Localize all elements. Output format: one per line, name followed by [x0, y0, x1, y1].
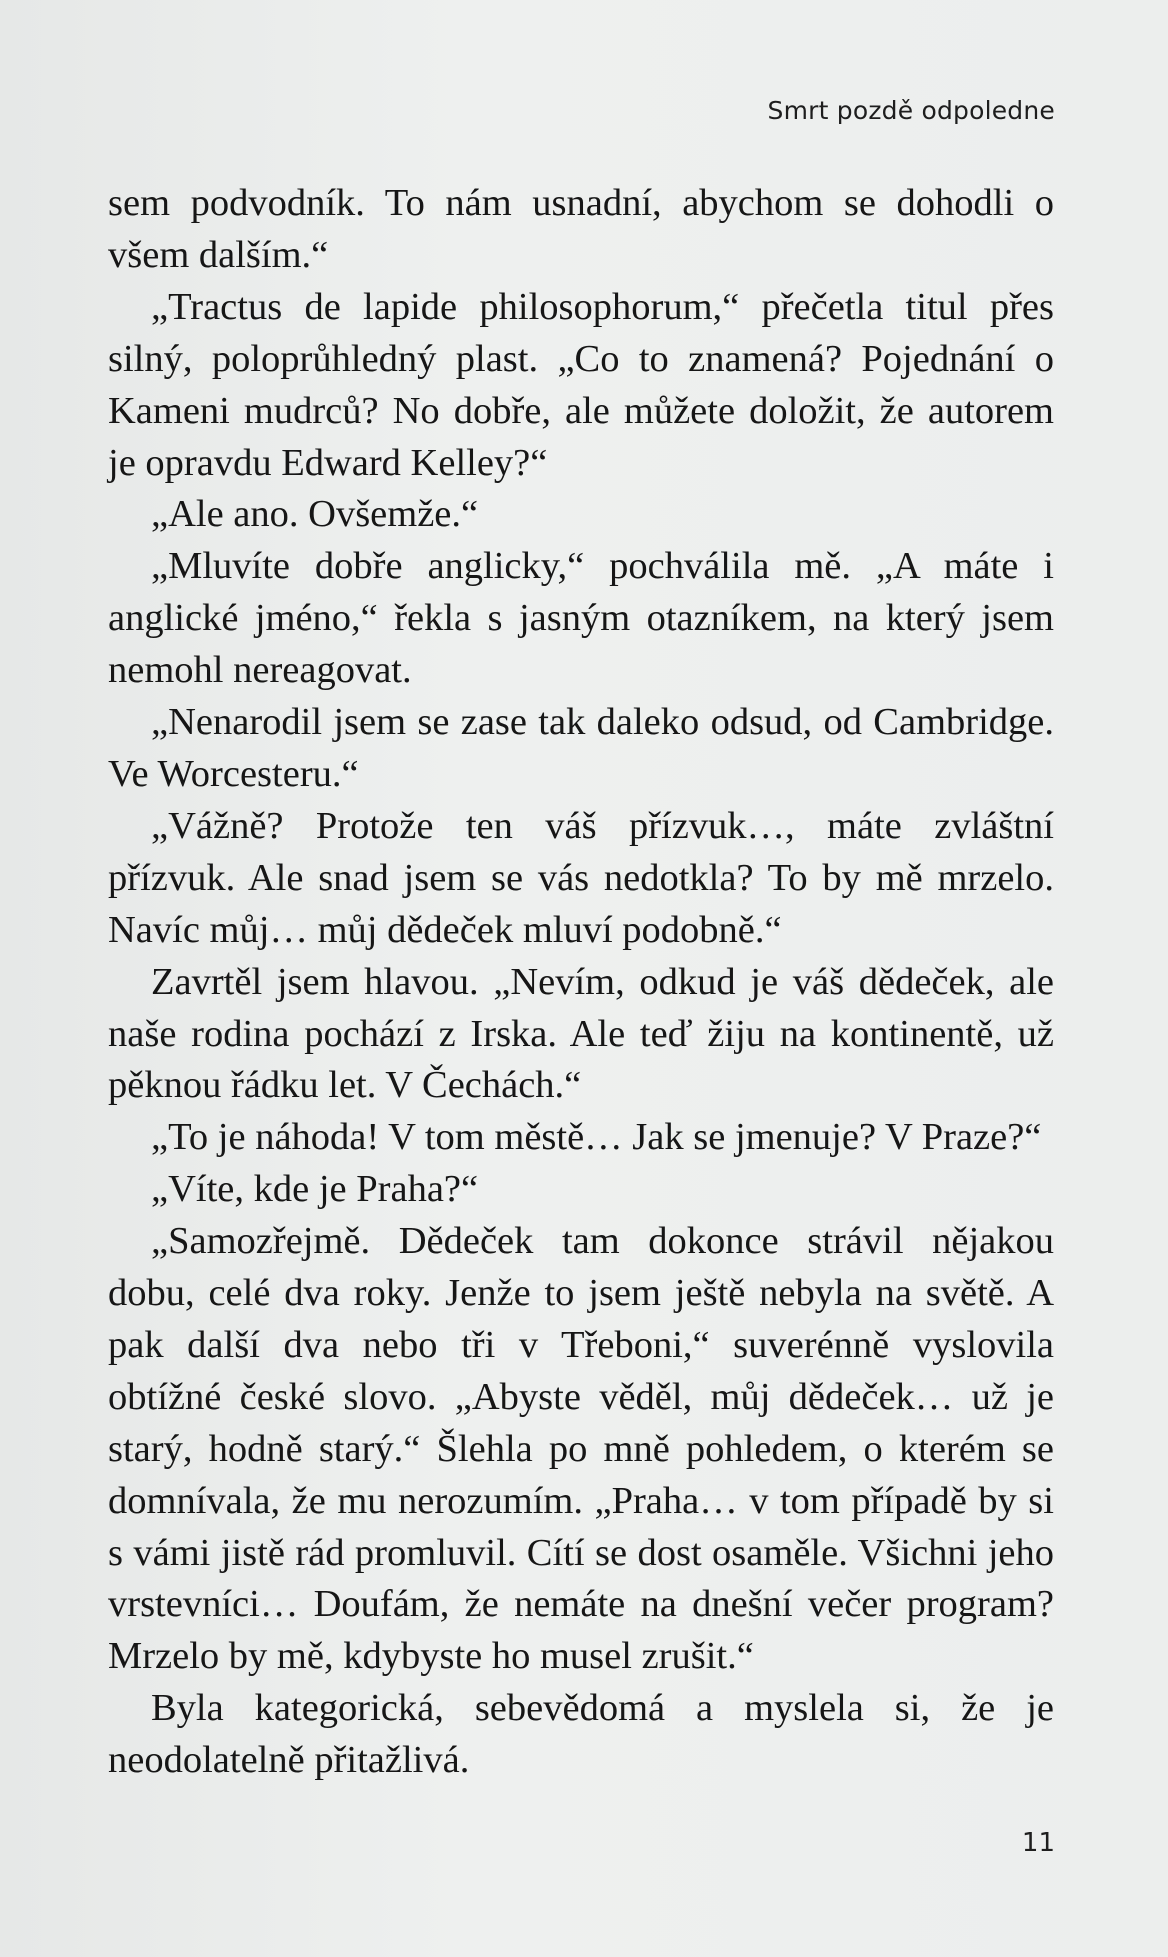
paragraph: „Samozřejmě. Dědeček tam dokonce strávil nějakou dobu, celé dva roky. Jenže to jsem ještě nebyla na světě. A pak další dva nebo tři v Třeboni,“ suverénně vyslovila obtížné české slovo. „Abyste věděl, můj dědeček… už je starý, hodně starý.“ Šlehla po mně pohledem, o kterém se domnívala, že mu nerozumím. „Praha… v tom případě by si s vámi jistě rád promluvil. Cítí se dost osaměle. Všichni jeho vrstevníci… Doufám, že nemáte na dnešní večer program? Mrzelo by mě, kdybyste ho musel zrušit.“	[108, 1220, 1054, 1678]
text-body	[108, 178, 1054, 1787]
paragraph: „To je náhoda! V tom městě… Jak se jmenuje? V Praze?“	[151, 1116, 1042, 1159]
paragraph: Byla kategorická, sebevědomá a myslela si, že je neodolatelně přitažlivá.	[108, 1687, 1054, 1782]
paragraph: „Vážně? Protože ten váš přízvuk…, máte zvláštní přízvuk. Ale snad jsem se vás nedotkla? To by mě mrzelo. Navíc můj… můj dědeček mluví podobně.“	[108, 804, 1054, 951]
paragraph: „Nenarodil jsem se zase tak daleko odsud, od Cambridge. Ve Worcesteru.“	[108, 701, 1054, 795]
paragraph: „Ale ano. Ovšemže.“	[151, 493, 479, 536]
page-number: 11	[1021, 1828, 1055, 1858]
paragraph: Zavrtěl jsem hlavou. „Nevím, odkud je váš dědeček, ale naše rodina pochází z Irska. Ale teď žiju na kontinentě, už pěknou řádku let. V Čechách.“	[108, 960, 1054, 1107]
running-head: Smrt pozdě odpoledne	[767, 96, 1055, 125]
paragraph: „Mluvíte dobře anglicky,“ pochválila mě. „A máte i anglické jméno,“ řekla s jasným otazníkem, na který jsem nemohl nereagovat.	[108, 545, 1054, 692]
paragraph: „Tractus de lapide philosophorum,“ přečetla titul přes silný, poloprůhledný plast. „Co to znamená? Pojednání o Kameni mudrců? No dobře, ale můžete doložit, že autorem je opravdu Edward Kelley?“	[108, 285, 1054, 484]
paragraph: „Víte, kde je Praha?“	[151, 1168, 479, 1211]
paragraph: sem podvodník. To nám usnadní, abychom se dohodli o všem dalším.“	[108, 182, 1054, 276]
